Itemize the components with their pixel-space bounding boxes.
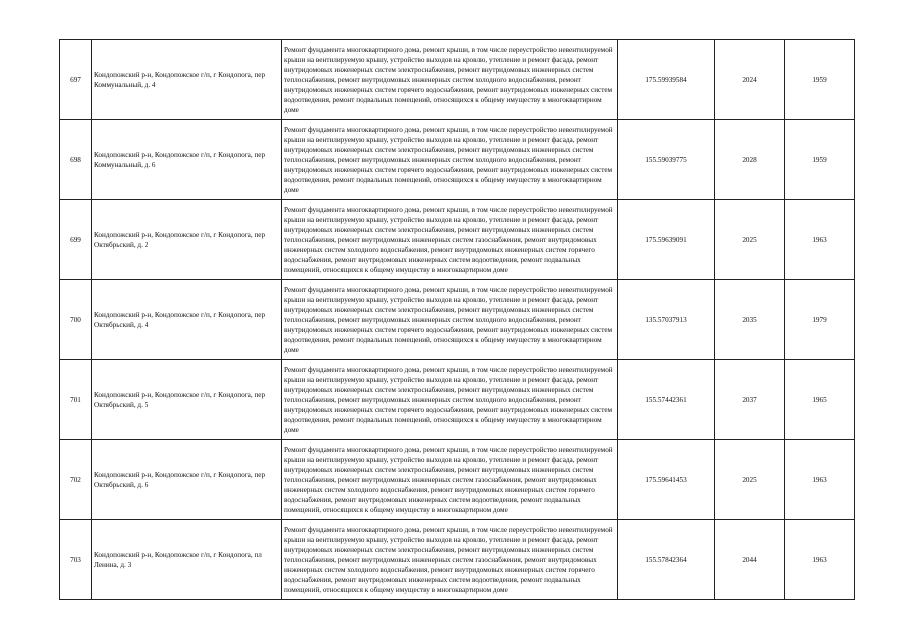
- row-number: 700: [60, 280, 92, 360]
- row-number: 699: [60, 200, 92, 280]
- build-year-cell: 1963: [785, 440, 855, 520]
- table-row: [60, 440, 855, 520]
- row-number: 697: [60, 40, 92, 120]
- build-year-cell: 1959: [785, 40, 855, 120]
- row-number: 703: [60, 520, 92, 600]
- table-row: [60, 200, 855, 280]
- planned-year-cell: 2044: [715, 520, 785, 600]
- address-cell: Кондопожский р-н, Кондопожское г/п, г Кондопога, пл Ленина, д. 3: [92, 520, 282, 600]
- address-cell: Кондопожский р-н, Кондопожское г/п, г Кондопога, пер Октябрьский, д. 6: [92, 440, 282, 520]
- address-cell: Кондопожский р-н, Кондопожское г/п, г Кондопога, пер Октябрьский, д. 2: [92, 200, 282, 280]
- build-year-cell: 1959: [785, 120, 855, 200]
- row-number: 698: [60, 120, 92, 200]
- table-row: [60, 520, 855, 600]
- works-cell: Ремонт фундамента многоквартирного дома, ремонт крыши, в том числе переустройство невентилируемой крыши на вентилируемую крышу, устройство выходов на кровлю, утепление и ремонт фасада, ремонт внутридомовых инженерных систем электроснабжения, ремонт внутридомовых инженерных систем теплоснабжения, ремонт внутридомовых инженерных систем газоснабжения, ремонт внутридомовых инженерных систем холодного водоснабжения, ремонт внутридомовых инженерных систем горячего водоснабжения, ремонт внутридомовых инженерных систем водоотведения, ремонт подвальных помещений, относящихся к общему имуществу в многоквартирном доме: [282, 200, 618, 280]
- row-number: 702: [60, 440, 92, 520]
- address-cell: Кондопожский р-н, Кондопожское г/п, г Кондопога, пер Октябрьский, д. 5: [92, 360, 282, 440]
- works-cell: Ремонт фундамента многоквартирного дома, ремонт крыши, в том числе переустройство невентилируемой крыши на вентилируемую крышу, устройство выходов на кровлю, утепление и ремонт фасада, ремонт внутридомовых инженерных систем электроснабжения, ремонт внутридомовых инженерных систем теплоснабжения, ремонт внутридомовых инженерных систем холодного водоснабжения, ремонт внутридомовых инженерных систем горячего водоснабжения, ремонт внутридомовых инженерных систем водоотведения, ремонт подвальных помещений, относящихся к общему имуществу в многоквартирном доме: [282, 360, 618, 440]
- build-year-cell: 1979: [785, 280, 855, 360]
- build-year-cell: 1965: [785, 360, 855, 440]
- cost-cell: 175.59641453: [618, 440, 715, 520]
- planned-year-cell: 2024: [715, 40, 785, 120]
- housing-repair-table: [59, 39, 855, 600]
- works-cell: Ремонт фундамента многоквартирного дома, ремонт крыши, в том числе переустройство невентилируемой крыши на вентилируемую крышу, устройство выходов на кровлю, утепление и ремонт фасада, ремонт внутридомовых инженерных систем электроснабжения, ремонт внутридомовых инженерных систем теплоснабжения, ремонт внутридомовых инженерных систем газоснабжения, ремонт внутридомовых инженерных систем холодного водоснабжения, ремонт внутридомовых инженерных систем горячего водоснабжения, ремонт внутридомовых инженерных систем водоотведения, ремонт подвальных помещений, относящихся к общему имуществу в многоквартирном доме: [282, 440, 618, 520]
- works-cell: Ремонт фундамента многоквартирного дома, ремонт крыши, в том числе переустройство невентилируемой крыши на вентилируемую крышу, устройство выходов на кровлю, утепление и ремонт фасада, ремонт внутридомовых инженерных систем электроснабжения, ремонт внутридомовых инженерных систем теплоснабжения, ремонт внутридомовых инженерных систем холодного водоснабжения, ремонт внутридомовых инженерных систем горячего водоснабжения, ремонт внутридомовых инженерных систем водоотведения, ремонт подвальных помещений, относящихся к общему имуществу в многоквартирном доме: [282, 120, 618, 200]
- planned-year-cell: 2025: [715, 440, 785, 520]
- build-year-cell: 1963: [785, 200, 855, 280]
- planned-year-cell: 2025: [715, 200, 785, 280]
- cost-cell: 175.59639091: [618, 200, 715, 280]
- row-number: 701: [60, 360, 92, 440]
- table-row: [60, 280, 855, 360]
- planned-year-cell: 2035: [715, 280, 785, 360]
- planned-year-cell: 2028: [715, 120, 785, 200]
- works-cell: Ремонт фундамента многоквартирного дома, ремонт крыши, в том числе переустройство невентилируемой крыши на вентилируемую крышу, устройство выходов на кровлю, утепление и ремонт фасада, ремонт внутридомовых инженерных систем электроснабжения, ремонт внутридомовых инженерных систем теплоснабжения, ремонт внутридомовых инженерных систем холодного водоснабжения, ремонт внутридомовых инженерных систем горячего водоснабжения, ремонт внутридомовых инженерных систем водоотведения, ремонт подвальных помещений, относящихся к общему имуществу в многоквартирном доме: [282, 40, 618, 120]
- cost-cell: 155.57842364: [618, 520, 715, 600]
- cost-cell: 155.59039775: [618, 120, 715, 200]
- address-cell: Кондопожский р-н, Кондопожское г/п, г Кондопога, пер Коммунальный, д. 4: [92, 40, 282, 120]
- works-cell: Ремонт фундамента многоквартирного дома, ремонт крыши, в том числе переустройство невентилируемой крыши на вентилируемую крышу, устройство выходов на кровлю, утепление и ремонт фасада, ремонт внутридомовых инженерных систем электроснабжения, ремонт внутридомовых инженерных систем теплоснабжения, ремонт внутридомовых инженерных систем газоснабжения, ремонт внутридомовых инженерных систем холодного водоснабжения, ремонт внутридомовых инженерных систем горячего водоснабжения, ремонт внутридомовых инженерных систем водоотведения, ремонт подвальных помещений, относящихся к общему имуществу в многоквартирном доме: [282, 520, 618, 600]
- table-row: [60, 360, 855, 440]
- planned-year-cell: 2037: [715, 360, 785, 440]
- cost-cell: 155.57442361: [618, 360, 715, 440]
- build-year-cell: 1963: [785, 520, 855, 600]
- cost-cell: 135.57037913: [618, 280, 715, 360]
- works-cell: Ремонт фундамента многоквартирного дома, ремонт крыши, в том числе переустройство невентилируемой крыши на вентилируемую крышу, устройство выходов на кровлю, утепление и ремонт фасада, ремонт внутридомовых инженерных систем электроснабжения, ремонт внутридомовых инженерных систем теплоснабжения, ремонт внутридомовых инженерных систем холодного водоснабжения, ремонт внутридомовых инженерных систем горячего водоснабжения, ремонт внутридомовых инженерных систем водоотведения, ремонт подвальных помещений, относящихся к общему имуществу в многоквартирном доме: [282, 280, 618, 360]
- table-row: [60, 40, 855, 120]
- address-cell: Кондопожский р-н, Кондопожское г/п, г Кондопога, пер Октябрьский, д. 4: [92, 280, 282, 360]
- address-cell: Кондопожский р-н, Кондопожское г/п, г Кондопога, пер Коммунальный, д. 6: [92, 120, 282, 200]
- table-row: [60, 120, 855, 200]
- cost-cell: 175.59939584: [618, 40, 715, 120]
